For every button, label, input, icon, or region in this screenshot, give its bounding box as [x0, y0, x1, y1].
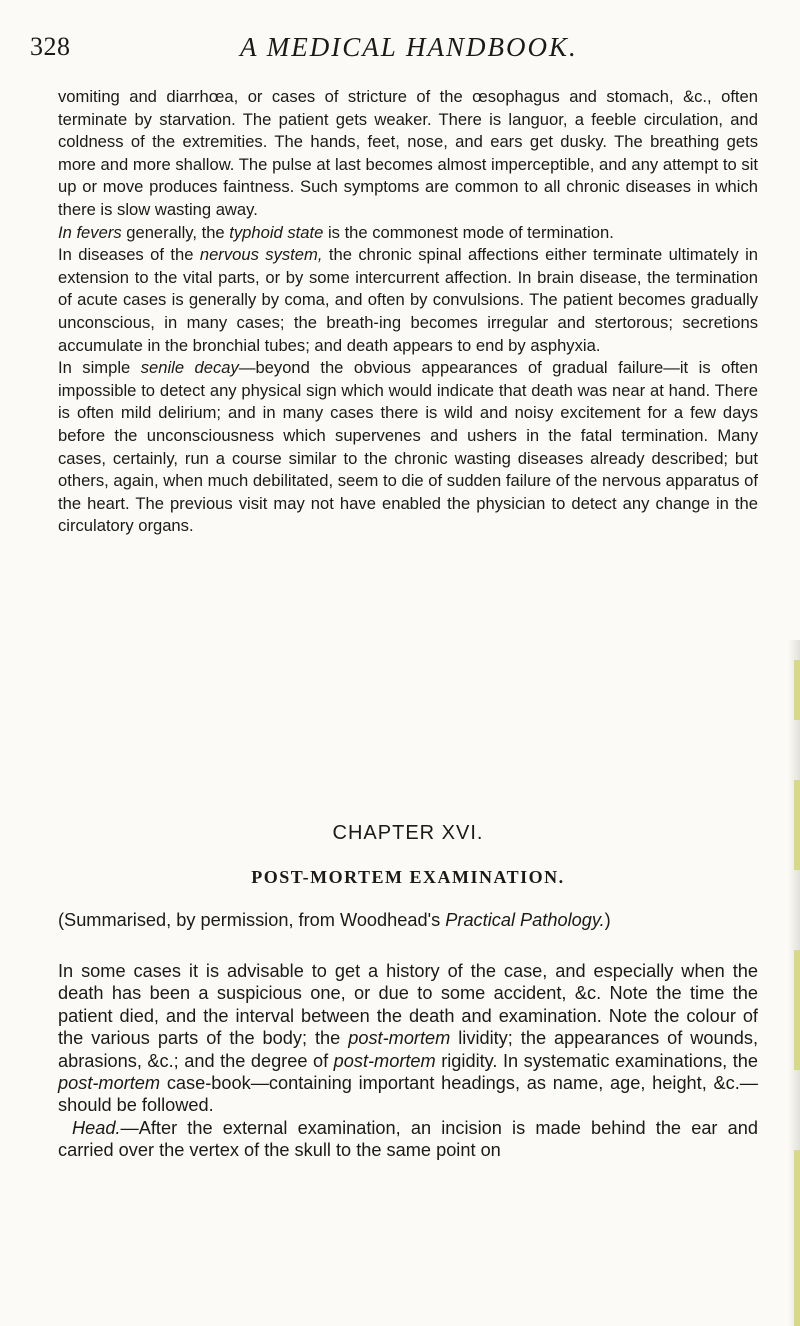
- nervous-system-emphasis: nervous system,: [199, 245, 323, 265]
- attribution-start: (Summarised, by permission, from Woodhead's: [58, 910, 446, 930]
- chapter-header-block: [58, 822, 758, 931]
- history-text-2: lividity; the appearances of wounds, abrasions, &c.; and the degree of: [58, 1028, 758, 1071]
- senile-decay-emphasis: senile decay: [140, 358, 239, 378]
- head-emphasis: Head.: [72, 1117, 121, 1138]
- paragraph-wasting-text: vomiting and diarrhœa, or cases of stricture of the œsophagus and stomach, &c., often terminate by starvation. The patient gets weaker. There is languor, a feeble circulation, and coldness of the extremities. The hands, feet, nose, and ears get dusky. The breathing gets more and more shallow. The pulse at last becomes almost imperceptible, and any attempt to sit up or move produces faintness. Such symptoms are common to all chronic diseases in which there is slow wasting away.: [58, 87, 758, 219]
- page-edge-strip: [794, 660, 800, 720]
- chapter-attribution: [58, 910, 758, 931]
- fevers-text-end: is the commonest mode of termination.: [323, 222, 614, 242]
- nervous-text-start: In diseases of the: [58, 245, 200, 265]
- attribution-source-title: Practical Pathology.: [445, 910, 605, 930]
- paragraph-head: [58, 1117, 758, 1162]
- page-header: [30, 32, 770, 66]
- paragraph-nervous-system: [58, 244, 758, 357]
- chapter-text: [58, 960, 758, 1162]
- fevers-text-mid: generally, the: [121, 222, 230, 242]
- running-head: A MEDICAL HANDBOOK.: [240, 32, 578, 62]
- page-edge-strip: [794, 1150, 800, 1326]
- body-text: [58, 86, 758, 538]
- chapter-heading: CHAPTER XVI.: [332, 822, 484, 844]
- post-mortem-emphasis-1: post-mortem: [348, 1028, 451, 1049]
- paragraph-fevers: [58, 222, 758, 245]
- fevers-emphasis: In fevers: [58, 222, 122, 242]
- senile-text-start: In simple: [58, 358, 141, 378]
- head-text: —After the external examination, an incision is made behind the ear and carried over the vertex of the skull to the same point on: [58, 1117, 758, 1161]
- chapter-title: POST-MORTEM EXAMINATION.: [251, 867, 565, 887]
- history-text-3: rigidity. In systematic examinations, the: [435, 1050, 758, 1071]
- page-edge-strip: [794, 780, 800, 870]
- paragraph-history: [58, 960, 758, 1117]
- page-edge-strip: [794, 950, 800, 1070]
- nervous-text-end: the chronic spinal affections either terminate ultimately in extension to the vital parts, or by some intercurrent affection. In brain disease, the termination of acute cases is generally by coma, and often by convulsions. The patient becomes gradually unconscious, in many cases; the breath-ing becomes irregular and stertorous; secretions accumulate in the bronchial tubes; and death appears to end by asphyxia.: [58, 245, 758, 355]
- page-number: 328: [30, 32, 71, 61]
- paragraph-wasting: [58, 86, 758, 222]
- attribution-end: ): [604, 910, 611, 930]
- history-text-1: In some cases it is advisable to get a history of the case, and especially when the death has been a suspicious one, or due to some accident, &c. Note the time the patient died, and the interval between the death and examination. Note the colour of the various parts of the body; the: [58, 961, 758, 1049]
- senile-text-end: —beyond the obvious appearances of gradual failure—it is often impossible to detect any physical sign which would indicate that death was near at hand. There is often mild delirium; and in many cases there is wild and noisy excitement for a few days before the unconsciousness which supervenes and ushers in the fatal termination. Many cases, certainly, run a course similar to the chronic wasting diseases already described; but others, again, when much debilitated, seem to die of sudden failure of the nervous apparatus of the heart. The previous visit may not have enabled the physician to detect any change in the circulatory organs.: [58, 358, 758, 536]
- paragraph-senile-decay: [58, 357, 758, 538]
- post-mortem-emphasis-3: post-mortem: [58, 1073, 161, 1094]
- history-text-4: case-book—containing important headings, as name, age, height, &c.—should be followed.: [58, 1073, 758, 1116]
- post-mortem-emphasis-2: post-mortem: [333, 1050, 436, 1071]
- typhoid-emphasis: typhoid state: [229, 222, 324, 242]
